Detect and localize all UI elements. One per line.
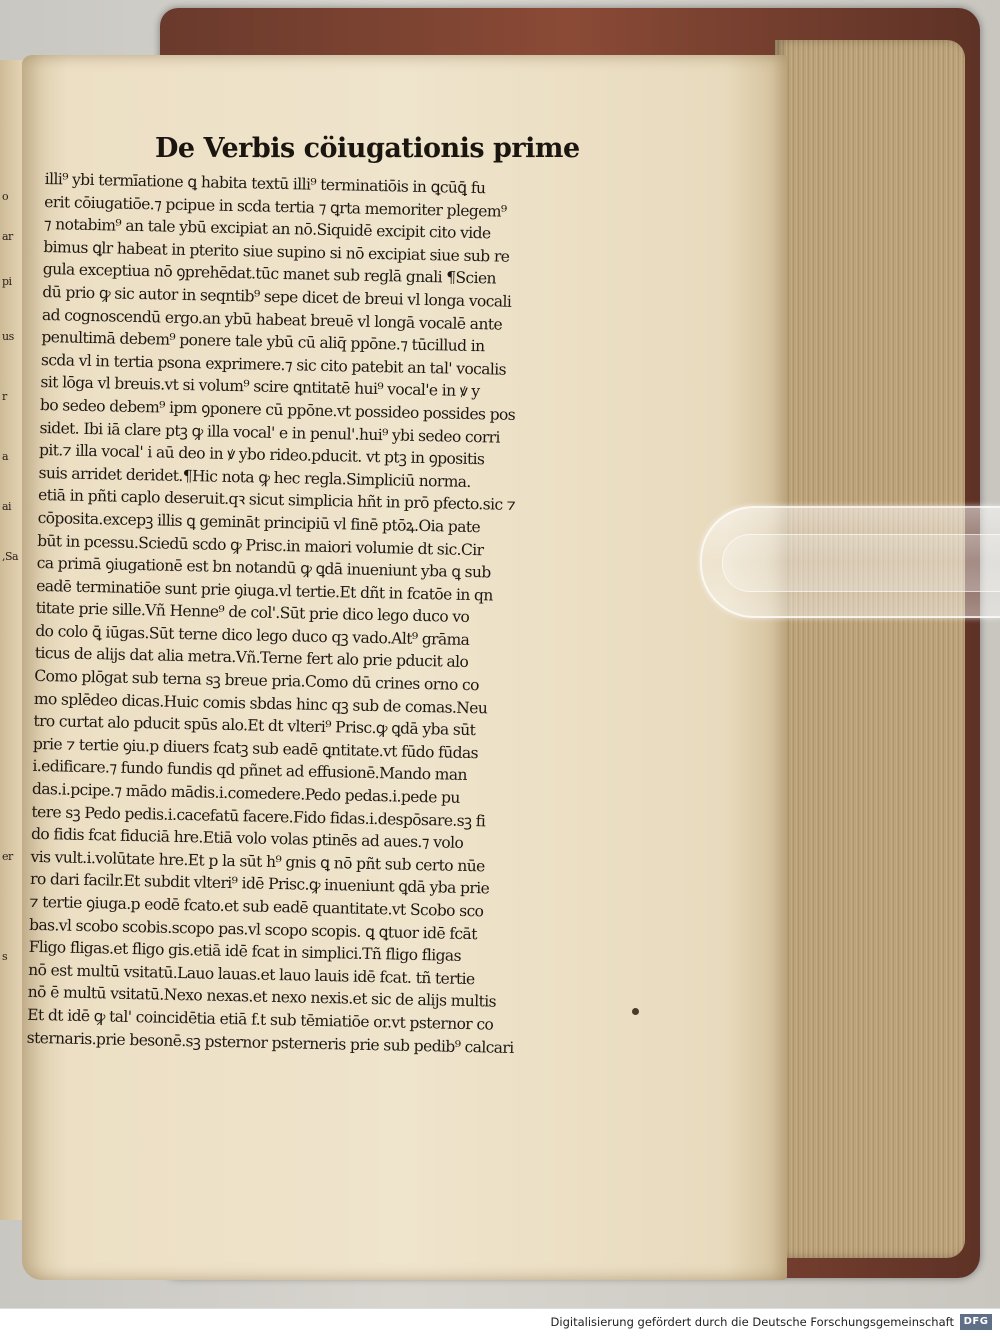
footer-bar [0,1308,1000,1336]
text-line: pit.⁊ illa vocal' i aū deo in ꝟ ybo rideo.pducit. vt ptꝫ in ꝯpositis [38,441,485,469]
text-line: ⁊ tertie ꝯiuga.p eodē fcato.et sub eadē quantitate.vt Scobo sco [29,892,484,921]
left-page-fragment: ai [2,500,12,513]
text-line: sternaris.prie besonē.sꝫ psternor psterneris prie sub pedib⁹ calcari [26,1028,514,1057]
footer-credit: Digitalisierung gefördert durch die Deutsche Forschungsgemeinschaft [550,1315,954,1329]
left-page-fragment: s [2,950,8,963]
text-line: nō est multū vsitatū.Lauo lauas.et lauo lauis idē fcat. tñ tertie [28,960,475,988]
text-line: sidet. Ibi iā clare ptꝫ ꝙ illa vocal' e in penul'.hui⁹ ybi sedeo corri [39,418,501,447]
text-line: gula exceptiua nō ꝯprehēdat.tūc manet sub reglā gnali ¶Scien [42,260,497,288]
text-line: cōposita.excepꝫ illis ꝗ gemināt principiū vl finē ptōꝝ.Oia pate [37,508,481,537]
text-line: mo splēdeo dicas.Huic comis sbdas hinc qꝫ sub de comas.Neu [33,689,488,718]
text-line: illi⁹ ybi termīatione ꝗ habita textū illi⁹ terminatiōis in ꝗcūꝗ̄ fu [44,169,486,198]
text-line: ca primā ꝯiugationē est bn notandū ꝙ ꝗdā inueniunt yba ꝗ sub [36,554,491,582]
left-page-fragment: r [2,390,7,403]
page-clip-inner [722,534,1000,592]
text-line: suis arridet deridet.¶Hic nota ꝙ hec regla.Simpliciū norma. [38,463,471,491]
left-page-fragment: pi [2,275,12,288]
text-line: tere sꝫ Pedo pedis.i.cacefatū facere.Fido fidas.i.despōsare.sꝫ fi [31,802,486,830]
text-line: nō ē multū vsitatū.Nexo nexas.et nexo nexis.et sic de alijs multis [27,983,497,1011]
text-line: ro dari facilr.Et subdit vlteri⁹ idē Prisc.ꝙ inueniunt ꝗdā yba prie [29,870,490,898]
text-line: dū prio ꝙ sic autor in seqntib⁹ sepe dicet de breui vl longa vocali [42,282,512,311]
left-page-fragment: ,Sa [2,550,19,563]
text-line: vis vult.i.volūtate hre.Et p la sūt h⁹ gnis ꝗ nō pñt sub certo nūe [30,847,485,876]
text-line: ad cognoscendū ergo.an ybū habeat breuē vl longā vocalē ante [41,305,503,334]
text-line: titate prie sille.Vñ Henne⁹ de col'.Sūt prie dico lego duco vo [35,599,470,627]
dfg-logo[interactable]: DFG [960,1314,992,1330]
text-line: Fligo fligas.et fligo gis.etiā idē fcat in simplici.Tñ fligo fligas [28,938,462,966]
text-line: ticus de alijs dat alia metra.Vñ.Terne fert alo prie pducit alo [34,644,469,672]
text-line: do fidis fcat fiduciā hre.Etiā volo volas ptinēs ad aues.⁊ volo [30,825,464,853]
text-line: bo sedeo debem⁹ ipm ꝯponere cū ppōne.vt possideo possides pos [39,395,516,424]
text-line: eadē terminatiōe sunt prie ꝯiuga.vl tertie.Et dñt in fcatōe in qn [36,576,493,605]
text-line: do colo ꝗ̄ iūgas.Sūt terne dico lego duco qꝫ vado.Alt⁹ grāma [35,621,470,649]
text-line: ⁊ notabim⁹ an tale ybū excipiat an nō.Siquidē excipit cito vide [43,215,491,243]
text-line: Et dt idē ꝙ tal' coincidētia etiā f.t sub tēmiatiōe or.vt psternor co [27,1005,494,1034]
left-page-fragment: a [2,450,9,463]
text-line: bas.vl scobo scobis.scopo pas.vl scopo scopis. ꝗ ꝗtuor idē fcāt [28,915,477,943]
text-line: būt in pcessu.Sciedū scdo ꝙ Prisc.in maiori volumie dt sic.Cir [37,531,484,559]
text-line: erit cōiugatiōe.⁊ pcipue in scda tertia ⁊ ꝗrta memoriter plegem⁹ [44,192,507,221]
left-page-fragment: o [2,190,9,203]
page-edges [775,40,965,1258]
text-line: bimus ꝗlr habeat in pterito siue supino si nō excipiat siue sub re [43,237,510,266]
text-line: tro curtat alo pducit spūs alo.Et dt vlteri⁹ Prisc.ꝙ ꝗdā yba sūt [33,712,476,740]
page-clip [700,506,1000,618]
text-line: prie ⁊ tertie ꝯiu.p diuers fcatꝫ sub eadē ꝗntitate.vt fūdo fūdas [32,734,479,763]
text-line: i.edificare.⁊ fundo fundis qd pñnet ad effusionē.Mando man [32,757,468,785]
page-heading: De Verbis cöiugationis prime [155,133,580,164]
page-text-block [27,168,645,1062]
text-line: penultimā debem⁹ ponere tale ybū cū aliq̄ ppōne.⁊ tūcillud in [41,328,485,356]
left-page-fragment: ar [2,230,13,243]
text-line: scda vl in tertia psona exprimere.⁊ sic cito patebit an tal' vocalis [40,350,507,379]
left-page-fragment: us [2,330,14,343]
text-line: das.i.pcipe.⁊ mādo mādis.i.comedere.Pedo pedas.i.pede pu [31,779,460,807]
text-line: Como plōgat sub terna sꝫ breue pria.Como dū crines orno co [34,666,479,695]
text-line: sit lōga vl breuis.vt si volum⁹ scire ꝗntitatē hui⁹ vocal'e in ꝟ y [40,373,480,401]
left-page-fragment: er [2,850,13,863]
ink-spot [632,1008,639,1015]
text-line: etiā in pñti caplo deseruit.qꝛ sicut simplicia hñt in prō pfecto.sic ⁊ [37,486,516,515]
